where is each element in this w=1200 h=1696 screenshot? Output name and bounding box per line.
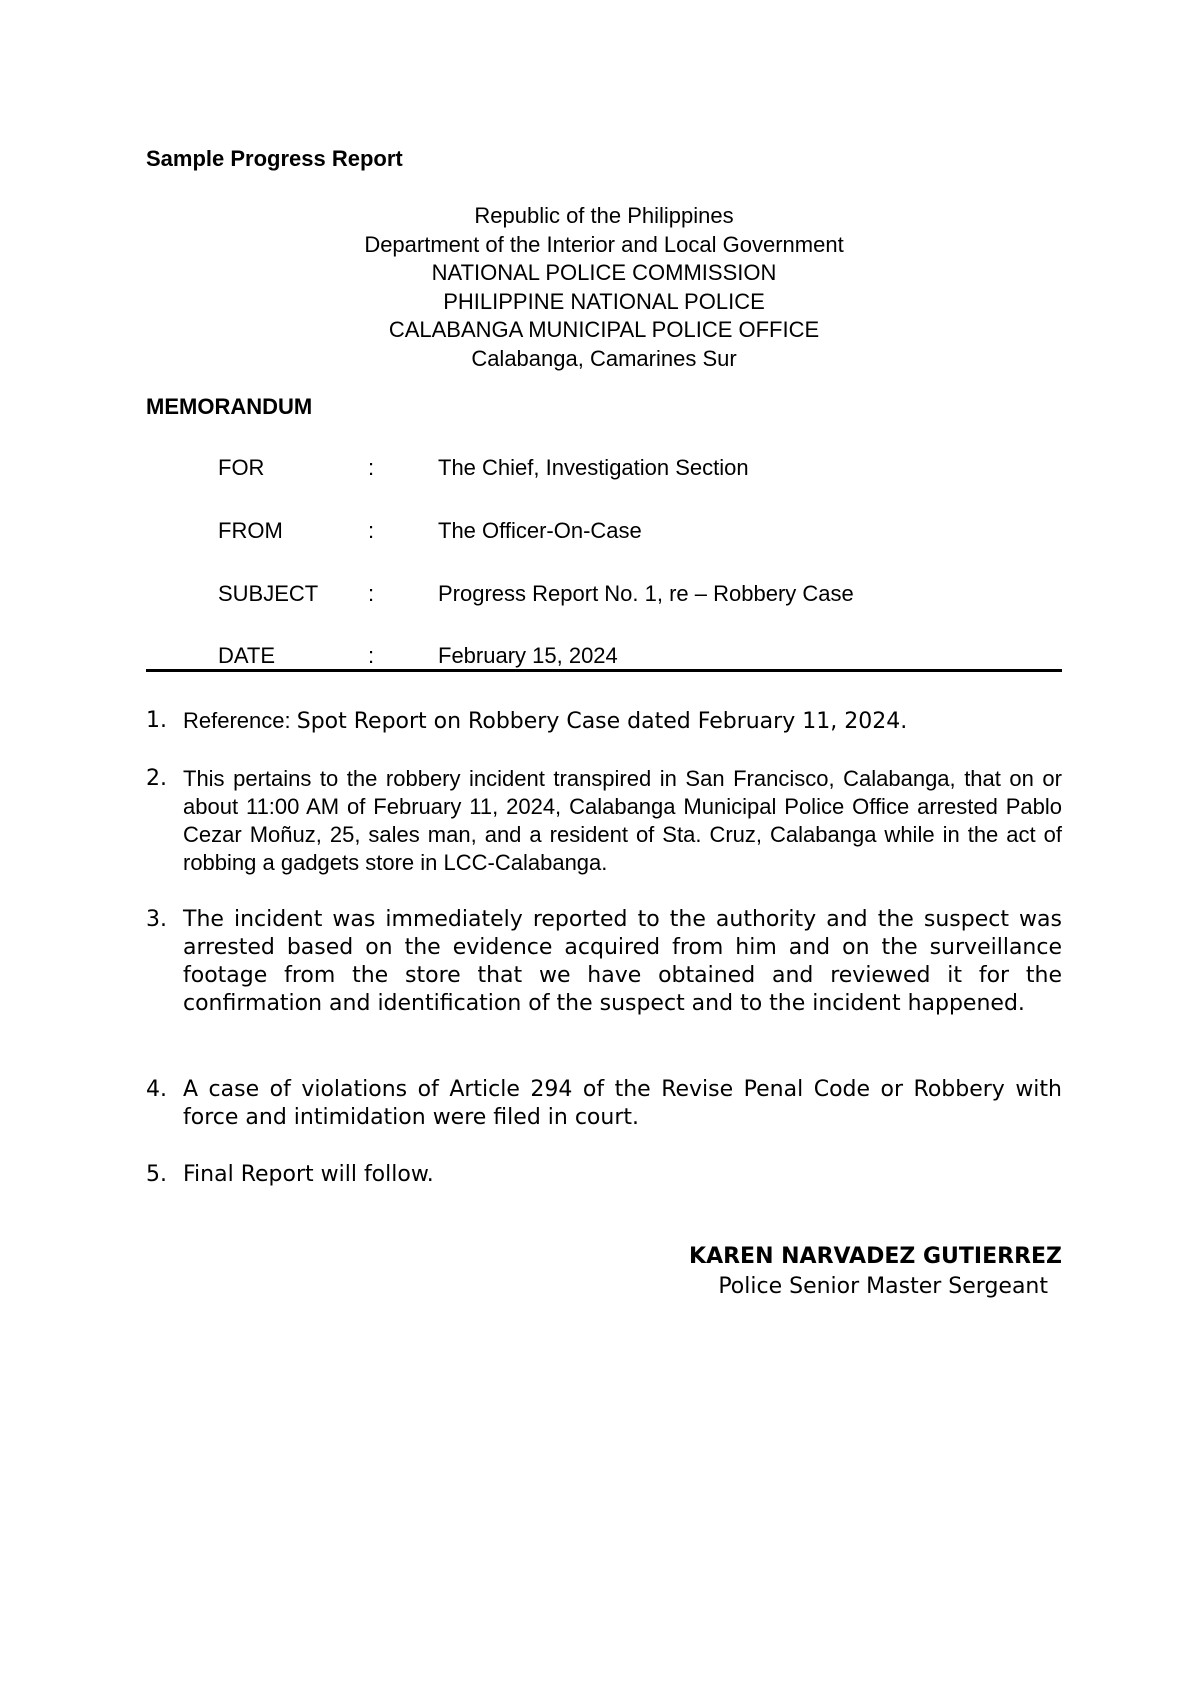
memo-subject-value: Progress Report No. 1, re – Robbery Case	[438, 581, 854, 606]
memorandum-heading: MEMORANDUM	[146, 394, 313, 419]
memo-date-value: February 15, 2024	[438, 643, 618, 668]
memo-subject-row	[146, 581, 1062, 611]
header-divider	[146, 669, 1062, 672]
document-title: Sample Progress Report	[146, 146, 403, 171]
item-body: Final Report will follow.	[183, 1162, 434, 1187]
letterhead-office: CALABANGA MUNICIPAL POLICE OFFICE	[388, 317, 820, 342]
item-number: 4.	[146, 1077, 167, 1102]
memo-subject-colon: :	[368, 581, 375, 606]
memo-for-label: FOR	[218, 455, 265, 480]
item-body: This pertains to the robbery incident transpired in San Francisco, Calabanga, that on or about 11:00 AM of February 11, 2024, Calabanga Municipal Police Office arrested Pablo Cezar Moñuz, 25, sales man, and a resident of Sta. Cruz, Calabanga while in the act of robbing a gadgets store in LCC-Calabanga.	[183, 766, 1062, 875]
letterhead	[146, 202, 1062, 373]
item-number: 2.	[146, 766, 167, 791]
memo-from-row	[146, 518, 1062, 548]
memo-for-row	[146, 455, 1062, 485]
signatory-rank: Police Senior Master Sergeant	[718, 1274, 1048, 1299]
letterhead-republic: Republic of the Philippines	[474, 203, 734, 228]
letterhead-department: Department of the Interior and Local Government	[364, 231, 844, 257]
item-number: 1.	[146, 708, 167, 733]
item-body: The incident was immediately reported to the authority and the suspect was arrested based on the evidence acquired from him and on the surveillance footage from the store that we have obtained and reviewed it for the confirmation and identification of the suspect and to the incident happened.	[183, 907, 1062, 1016]
memo-subject-label: SUBJECT	[218, 581, 319, 606]
memo-date-colon: :	[368, 643, 375, 668]
letterhead-commission: NATIONAL POLICE COMMISSION	[431, 260, 777, 285]
item-body: A case of violations of Article 294 of the Revise Penal Code or Robbery with force and intimidation were filed in court.	[183, 1077, 1062, 1130]
item-body	[183, 707, 1062, 736]
memo-from-label: FROM	[218, 518, 283, 543]
memo-from-value: The Officer-On-Case	[438, 518, 642, 543]
item-number: 5.	[146, 1162, 167, 1187]
memo-for-colon: :	[368, 455, 375, 480]
memo-from-colon: :	[368, 518, 375, 543]
letterhead-location: Calabanga, Camarines Sur	[471, 345, 737, 371]
memo-date-label: DATE	[218, 643, 276, 668]
item-number: 3.	[146, 907, 167, 932]
letterhead-pnp: PHILIPPINE NATIONAL POLICE	[443, 288, 765, 314]
memo-for-value: The Chief, Investigation Section	[438, 455, 749, 480]
reference-value: Spot Report on Robbery Case dated February 11, 2024.	[296, 709, 908, 734]
reference-label: Reference:	[183, 708, 297, 733]
signatory-name: KAREN NARVADEZ GUTIERREZ	[689, 1244, 1062, 1269]
